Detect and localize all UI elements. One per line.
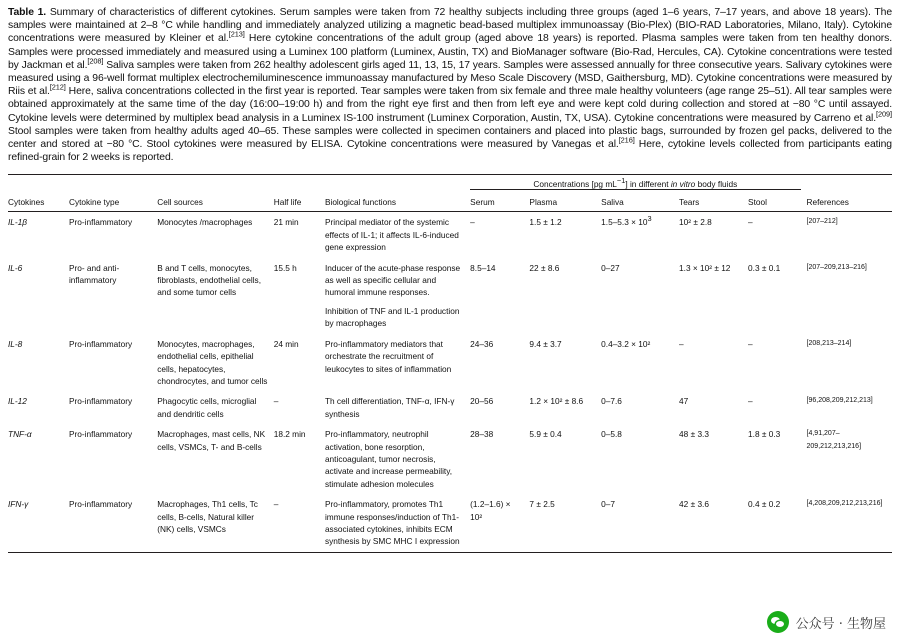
table-row bbox=[8, 334, 892, 392]
cell-type: Pro-inflammatory bbox=[68, 396, 133, 407]
cell-tears: 47 bbox=[679, 396, 689, 407]
table-column-header-row bbox=[8, 193, 892, 212]
cell-halflife: – bbox=[273, 396, 279, 407]
cell-saliva: 0–7 bbox=[601, 494, 679, 552]
function-paragraph: Pro-inflammatory mediators that orchestrate the recruitment of leukocytes to sites of inflammation bbox=[324, 338, 452, 374]
cell-references: [96,208,209,212,213] bbox=[806, 397, 873, 405]
cell-functions bbox=[325, 212, 470, 258]
cell-stool: – bbox=[748, 396, 753, 407]
cell-stool: 0.3 ± 0.1 bbox=[748, 262, 781, 273]
cell-plasma: 9.4 ± 3.7 bbox=[529, 338, 562, 349]
cell-stool: – bbox=[748, 338, 753, 349]
group-header-blank-1 bbox=[8, 175, 69, 194]
column-header-plasma: Plasma bbox=[529, 193, 601, 212]
cell-cytokine: IL-8 bbox=[8, 338, 23, 349]
cell-cytokine: IL-6 bbox=[8, 262, 23, 273]
cell-plasma: 5.9 ± 0.4 bbox=[529, 429, 562, 440]
cell-plasma: 7 ± 2.5 bbox=[529, 494, 601, 552]
cell-plasma: 1.5 ± 1.2 bbox=[529, 217, 562, 228]
cell-functions bbox=[325, 424, 470, 494]
cell-serum: 24–36 bbox=[470, 338, 494, 349]
cell-plasma: 1.2 × 10² ± 8.6 bbox=[529, 396, 584, 407]
column-header-cell-sources: Cell sources bbox=[157, 193, 273, 212]
cell-sources: Phagocytic cells, microglial and dendritic cells bbox=[157, 396, 257, 419]
cell-tears: 42 ± 3.6 bbox=[679, 494, 748, 552]
cell-type: Pro- and anti-inflammatory bbox=[68, 262, 120, 286]
cell-halflife: 21 min bbox=[273, 217, 299, 228]
cell-references: [208,213–214] bbox=[806, 339, 852, 347]
cell-cytokine: IFN-γ bbox=[8, 494, 69, 552]
table-row bbox=[8, 424, 892, 494]
caption-text: Summary of characteristics of different cytokines. Serum samples were taken from 72 healthy subjects including three groups (aged 1–6 years, 7–17 years, and above 18 years). The samples were maintained at 2–8 °C while handling and immediately analyzed utilizing a magnetic bead-based multiplex immunoassay (Bio-Plex) (BIO-RAD Laboratories, Milano, Italy). Cytokine concentrations were measured by Kleiner et al.[213] Here cytokine concentrations of the adult group (aged above 18 years) is reported. Plasma samples were taken from ten healthy donors. Samples were processed immediately and measured using a Luminex 100 platform (Luminex, Austin, TX) and BioManager software (Bio-Rad, Hercules, CA). Cytokine concentrations were tested by Jackman et al.[208] Saliva samples were taken from 262 healthy adolescent girls aged 11, 13, 15, 17 years. Samples were assessed annually for three consecutive years. Salivary cytokines were measured using a 96-well format multiplex electrochemiluminescence immunoassay manufactured by Meso Scale Discovery (MSD, Gaithersburg, MD). Cytokine concentrations were measured by Riis et al.[212] Here, saliva concentrations collected in the first year is reported. Tear samples were taken from six female and three male healthy volunteers (age range 25–51). All tear samples were obtained approximately at the same time of the day (16:00–19:00 h) and from the right eye first and then from left eye and were kept cold during collection and stored at −80 °C until assayed. Cytokine levels were determined by multiplex bead analysis in a Luminex IS-100 instrument (Luminex Corporation, Austin, TX, USA). Cytokine concentrations were measured by Carreno et al.[209] Stool samples were taken from healthy adults aged 40–65. These samples were collected in specimen containers and placed into plastic bags, surrounded by frozen gel packs, delivered to the center and stored at −80 °C. Stool cytokines were measured by ELISA. Cytokine concentrations were measured by Vanegas et al.[216] Here, cytokine levels collected from participants eating refined-grain for 2 weeks is reported. bbox=[8, 7, 893, 164]
cell-tears: 1.3 × 10² ± 12 bbox=[679, 262, 731, 273]
group-header-blank-3 bbox=[157, 175, 273, 194]
cell-functions bbox=[325, 494, 470, 552]
cell-references: [207–209,213–216] bbox=[806, 263, 867, 271]
cell-cytokine: IL-1β bbox=[8, 217, 28, 228]
cell-saliva: 0.4–3.2 × 10² bbox=[601, 338, 651, 349]
function-paragraph: Principal mediator of the systemic effects of IL-1; it affects IL-6-induced gene expression bbox=[324, 217, 459, 253]
cell-halflife: 18.2 min bbox=[273, 429, 306, 440]
group-header-rule bbox=[470, 189, 800, 190]
cell-saliva: 0–27 bbox=[601, 262, 620, 273]
cell-sources: Macrophages, mast cells, NK cells, VSMCs, T- and B-cells bbox=[157, 429, 266, 452]
column-header-cytokine-type: Cytokine type bbox=[69, 193, 157, 212]
cell-saliva: 0–5.8 bbox=[601, 429, 622, 440]
cell-serum: (1.2–1.6) × 10² bbox=[470, 494, 529, 552]
cell-stool: 1.8 ± 0.3 bbox=[748, 429, 781, 440]
table-row bbox=[8, 212, 892, 258]
cell-cytokine: IL-12 bbox=[8, 396, 27, 407]
column-header-tears: Tears bbox=[679, 193, 748, 212]
group-header-concentrations bbox=[470, 175, 806, 194]
cell-plasma: 22 ± 8.6 bbox=[529, 262, 560, 273]
table-row bbox=[8, 494, 892, 552]
cell-sources: Monocytes, macrophages, endothelial cells, epithelial cells, hepatocytes, chondrocytes, and tumor cells bbox=[157, 338, 268, 386]
cell-sources: Monocytes /macrophages bbox=[157, 217, 253, 228]
cell-type: Pro-inflammatory bbox=[68, 338, 133, 349]
caption-label: Table 1. bbox=[8, 7, 47, 18]
cell-functions bbox=[325, 258, 470, 334]
cell-type: Pro-inflammatory bbox=[68, 217, 133, 228]
table-row bbox=[8, 391, 892, 424]
cell-tears: 10² ± 2.8 bbox=[679, 217, 712, 228]
column-header-cytokines: Cytokines bbox=[8, 193, 69, 212]
cell-tears: 48 ± 3.3 bbox=[679, 429, 709, 440]
group-header-blank-6 bbox=[807, 175, 892, 194]
column-header-serum: Serum bbox=[470, 193, 529, 212]
cell-sources: Macrophages, Th1 cells, Tc cells, B-cells, Natural killer (NK) cells, VSMCs bbox=[157, 494, 273, 552]
wechat-icon bbox=[767, 611, 789, 633]
cell-type: Pro-inflammatory bbox=[69, 494, 157, 552]
cell-saliva bbox=[601, 212, 679, 258]
function-paragraph: Pro-inflammatory, neutrophil activation, bone resorption, anticoagulant, tumor necrosis, activate and increase permeability, stimulate adhesion molecules bbox=[324, 429, 453, 489]
group-header-blank-4 bbox=[274, 175, 325, 194]
cell-stool: 0.4 ± 0.2 bbox=[748, 494, 806, 552]
function-paragraph: Inhibition of TNF and IL-1 production by macrophages bbox=[324, 305, 460, 329]
cell-serum: 8.5–14 bbox=[470, 262, 496, 273]
function-paragraph: Th cell differentiation, TNF-α, IFN-γ synthesis bbox=[324, 396, 455, 419]
watermark-text: 公众号 · 生物屋 bbox=[795, 616, 886, 632]
cell-saliva-exponent: 3 bbox=[647, 214, 652, 224]
cell-references: [4,91,207–209,212,213,216] bbox=[806, 430, 862, 450]
watermark bbox=[767, 611, 886, 633]
cell-halflife: 15.5 h bbox=[273, 262, 297, 273]
cell-halflife: – bbox=[274, 494, 325, 552]
column-header-stool: Stool bbox=[748, 193, 806, 212]
cell-sources: B and T cells, monocytes, fibroblasts, endothelial cells, and some tumor cells bbox=[157, 262, 262, 298]
column-header-references: References bbox=[807, 193, 892, 212]
cell-tears: – bbox=[679, 338, 684, 349]
cell-serum: 28–38 bbox=[470, 429, 494, 440]
table-group-header-row bbox=[8, 175, 892, 194]
cell-serum: 20–56 bbox=[470, 396, 494, 407]
column-header-half-life: Half life bbox=[274, 193, 325, 212]
cell-serum: – bbox=[470, 217, 475, 228]
cell-stool: – bbox=[748, 217, 753, 228]
group-header-blank-2 bbox=[69, 175, 157, 194]
function-paragraph: Inducer of the acute-phase response as well as specific cellular and humoral immune responses. bbox=[324, 262, 461, 298]
group-header-blank-5 bbox=[325, 175, 470, 194]
column-header-biological-functions: Biological functions bbox=[325, 193, 470, 212]
cell-functions bbox=[325, 391, 470, 424]
group-header-concentrations-label: Concentrations [pg mL−1] in different in vitro body fluids bbox=[533, 176, 738, 190]
cell-type: Pro-inflammatory bbox=[68, 429, 133, 440]
cell-cytokine: TNF-α bbox=[8, 429, 32, 440]
cell-halflife: 24 min bbox=[273, 338, 299, 349]
cell-saliva-value: 1.5–5.3 × 10 bbox=[601, 217, 648, 228]
table-row bbox=[8, 258, 892, 334]
function-paragraph: Pro-inflammatory, promotes Th1 immune responses/induction of Th1-associated cytokines, inhibits ECM synthesis by SMC MHC I expression bbox=[324, 499, 460, 547]
cell-saliva: 0–7.6 bbox=[601, 396, 622, 407]
cell-references: [4,208,209,212,213,216] bbox=[807, 494, 892, 552]
cytokine-table bbox=[8, 174, 892, 552]
cell-references: [207–212] bbox=[806, 218, 838, 226]
column-header-saliva: Saliva bbox=[601, 193, 679, 212]
table-caption bbox=[0, 0, 900, 164]
cell-functions bbox=[325, 334, 470, 392]
